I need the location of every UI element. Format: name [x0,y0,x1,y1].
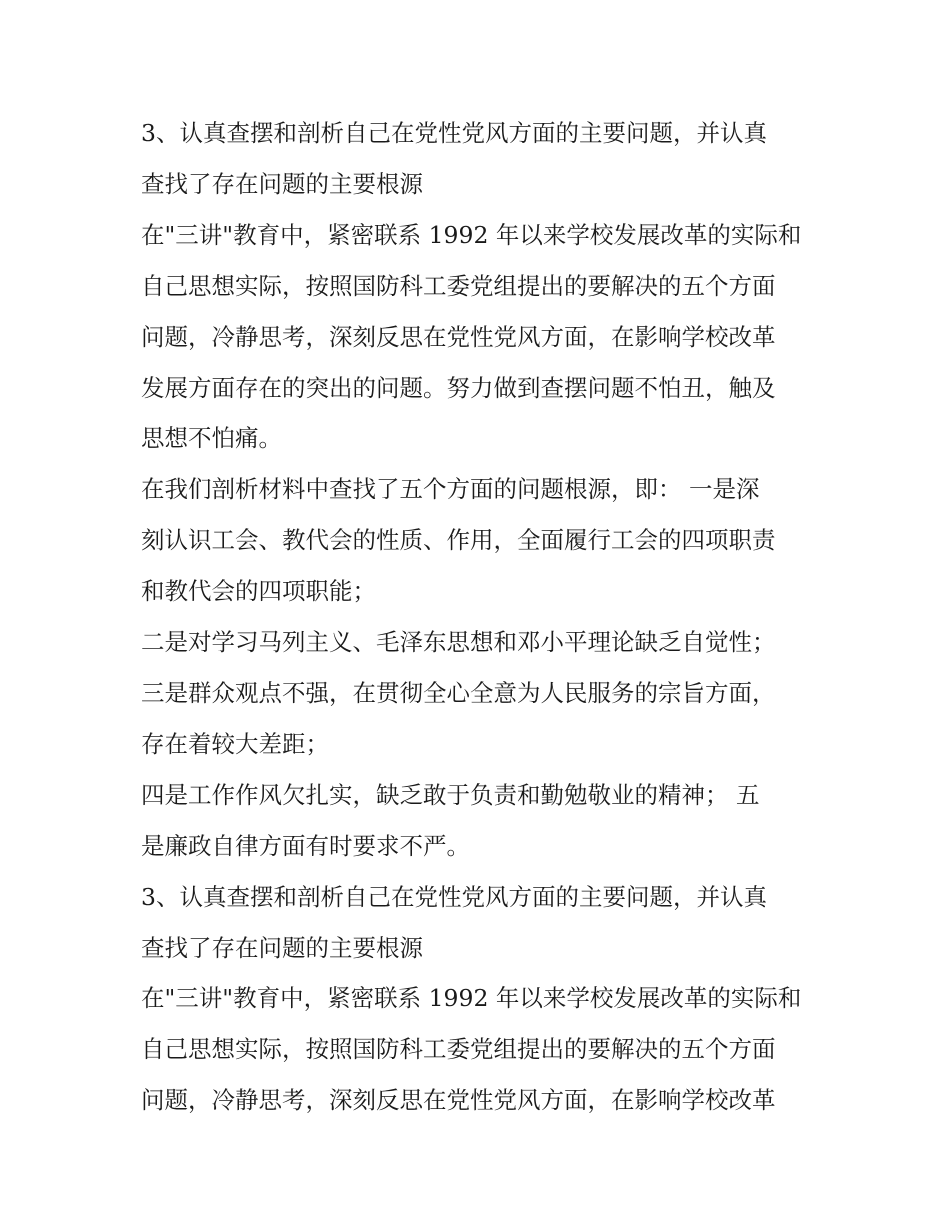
text-line: 三是群众观点不强，在贯彻全心全意为人民服务的宗旨方面， [141,678,776,707]
text-line: 查找了存在问题的主要根源 [141,933,423,962]
document-body [141,108,813,1126]
text-line: 在我们剖析材料中查找了五个方面的问题根源，即： 一是深 [141,475,760,504]
text-line: 存在着较大差距； [141,729,329,758]
text-line: 刻认识工会、教代会的性质、作用，全面履行工会的四项职责 [141,526,776,555]
text-line: 是廉政自律方面有时要求不严。 [141,831,470,860]
text-line: 二是对学习马列主义、毛泽东思想和邓小平理论缺乏自觉性； [141,628,776,657]
text-line: 自己思想实际，按照国防科工委党组提出的要解决的五个方面 [141,271,776,300]
text-line: 在"三讲"教育中，紧密联系 1992 年以来学校发展改革的实际和 [141,984,802,1013]
text-line: 3、认真查摆和剖析自己在党性党风方面的主要问题，并认真 [141,119,767,147]
text-line: 问题，冷静思考，深刻反思在党性党风方面，在影响学校改革 [141,1086,776,1115]
text-line: 发展方面存在的突出的问题。努力做到查摆问题不怕丑，触及 [141,373,776,402]
text-line: 查找了存在问题的主要根源 [141,169,423,198]
text-line: 思想不怕痛。 [141,424,282,453]
text-line: 四是工作作风欠扎实，缺乏敢于负责和勤勉敬业的精神； 五 [141,780,760,809]
text-line: 问题，冷静思考，深刻反思在党性党风方面，在影响学校改革 [141,322,776,351]
text-line: 自己思想实际，按照国防科工委党组提出的要解决的五个方面 [141,1035,776,1064]
text-line: 在"三讲"教育中，紧密联系 1992 年以来学校发展改革的实际和 [141,220,802,249]
text-line: 3、认真查摆和剖析自己在党性党风方面的主要问题，并认真 [141,882,767,911]
text-line: 和教代会的四项职能； [141,577,376,606]
